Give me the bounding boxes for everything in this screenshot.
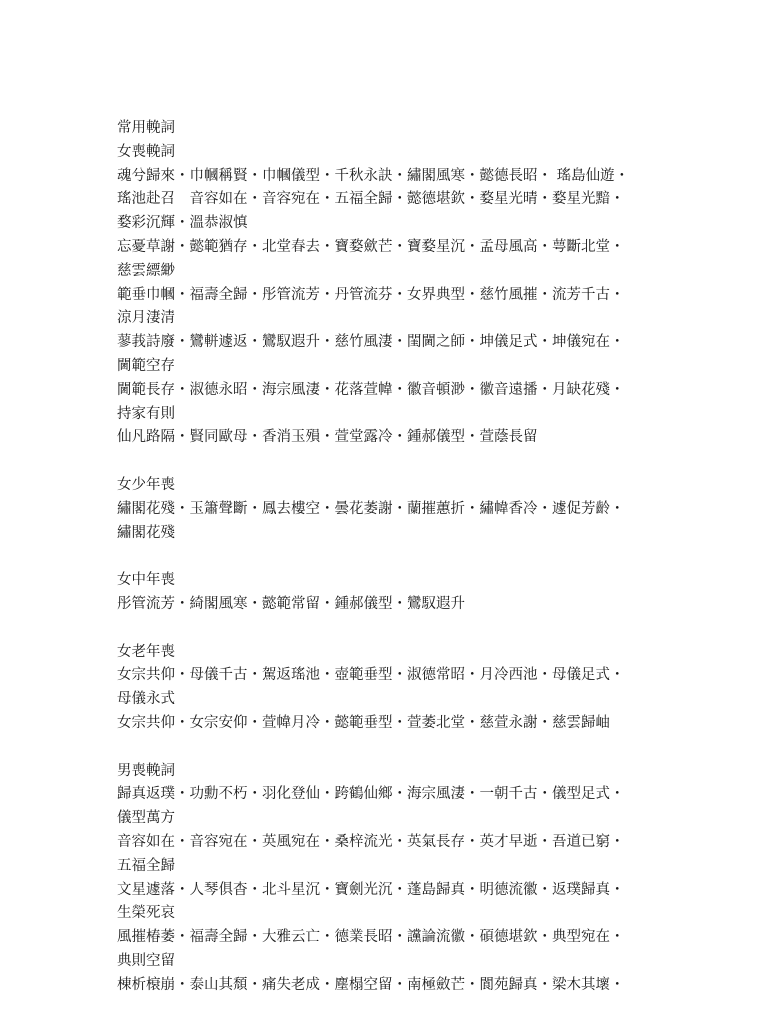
text-line: 持家有則 bbox=[117, 405, 175, 422]
text-line: 棟析榱崩・泰山其頹・痛失老成・塵榻空留・南極斂芒・閬苑歸真・梁木其壞・ bbox=[117, 976, 625, 993]
text-line: 典則空留 bbox=[117, 952, 175, 969]
text-line: 女宗共仰・母儀千古・駕返瑤池・壺範垂型・淑德常昭・月冷西池・母儀足式・ bbox=[117, 667, 625, 684]
text-line: 女老年喪 bbox=[117, 643, 175, 660]
text-line: 閫範空存 bbox=[117, 357, 175, 374]
text-line: 五福全歸 bbox=[117, 857, 175, 874]
text-line: 婺彩沉輝・溫恭淑慎 bbox=[117, 215, 248, 232]
text-line: 女中年喪 bbox=[117, 572, 175, 589]
text-line: 風摧椿萎・福壽全歸・大雅云亡・德業長昭・讜論流徽・碩德堪欽・典型宛在・ bbox=[117, 929, 625, 946]
text-line: 涼月淒清 bbox=[117, 310, 175, 327]
text-line: 文星遽落・人琴俱杳・北斗星沉・寶劍光沉・蓬島歸真・明德流徽・返璞歸真・ bbox=[117, 881, 625, 898]
text-line: 生榮死哀 bbox=[117, 905, 175, 922]
text-line: 忘憂草謝・懿範猶存・北堂春去・寶婺歛芒・寶婺星沉・孟母風高・萼斷北堂・ bbox=[117, 238, 625, 255]
text-line: 女宗共仰・女宗安仰・萱幃月冷・懿範垂型・萱萎北堂・慈萱永謝・慈雲歸岫 bbox=[117, 714, 610, 731]
text-line: 男喪輓詞 bbox=[117, 762, 175, 779]
text-line: 閫範長存・淑德永昭・海宗風淒・花落萱幃・徽音頓渺・徽音遠播・月缺花殘・ bbox=[117, 381, 625, 398]
text-line: 仙凡路隔・賢同歐母・香消玉殞・萱堂露冷・鍾郝儀型・萱蔭長留 bbox=[117, 429, 538, 446]
text-line: 繡閣花殘 bbox=[117, 524, 175, 541]
text-line: 儀型萬方 bbox=[117, 810, 175, 827]
text-line: 魂兮歸來・巾幗稱賢・巾幗儀型・千秋永訣・繡閣風寒・懿德長昭・ 瑤島仙遊・ bbox=[117, 167, 630, 184]
blank-line bbox=[117, 450, 677, 474]
text-line: 常用輓詞 bbox=[117, 120, 175, 136]
text-line: 慈雲縹緲 bbox=[117, 262, 175, 279]
blank-line bbox=[117, 545, 677, 569]
text-line: 歸真返璞・功勳不朽・羽化登仙・跨鶴仙鄉・海宗風淒・一朝千古・儀型足式・ bbox=[117, 786, 625, 803]
text-line: 蓼莪詩廢・鸞軿遽返・鸞馭遐升・慈竹風淒・閨閫之師・坤儀足式・坤儀宛在・ bbox=[117, 334, 625, 351]
text-line: 繡閣花殘・玉簫聲斷・鳳去樓空・曇花萎謝・蘭摧蕙折・繡幃香冷・遽促芳齡・ bbox=[117, 500, 625, 517]
text-line: 音容如在・音容宛在・英風宛在・桑梓流光・英氣長存・英才早逝・吾道已窮・ bbox=[117, 833, 625, 850]
blank-line bbox=[117, 617, 677, 641]
document-body bbox=[117, 117, 677, 997]
text-line: 彤管流芳・綺閣風寒・懿範常留・鍾郝儀型・鸞馭遐升 bbox=[117, 595, 465, 612]
blank-line bbox=[117, 736, 677, 760]
text-line: 範垂巾幗・福壽全歸・彤管流芳・丹管流芬・女界典型・慈竹風摧・流芳千古・ bbox=[117, 286, 625, 303]
text-line: 母儀永式 bbox=[117, 691, 175, 708]
text-line: 女喪輓詞 bbox=[117, 143, 175, 160]
text-line: 女少年喪 bbox=[117, 476, 175, 493]
text-line: 瑤池赴召 音容如在・音容宛在・五福全歸・懿德堪欽・婺星光晴・婺星光黯・ bbox=[117, 191, 625, 208]
